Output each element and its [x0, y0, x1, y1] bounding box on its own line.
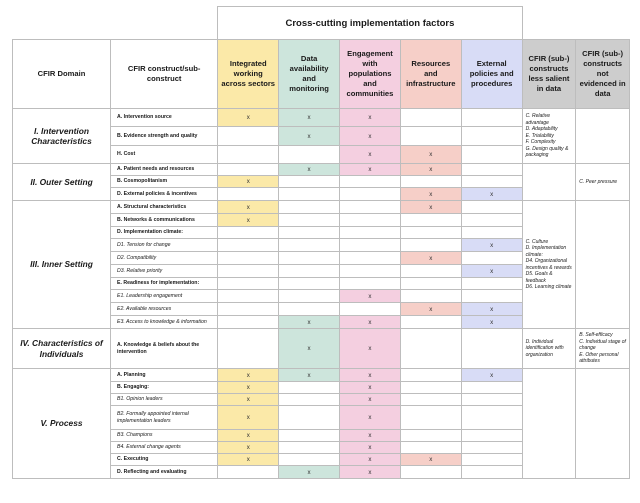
empty-engagement: [340, 201, 401, 214]
empty-engagement: [340, 239, 401, 252]
empty-resources: [400, 214, 461, 227]
empty-engagement: [340, 303, 401, 316]
mark-integrated: x: [218, 201, 279, 214]
table-row: [13, 164, 630, 176]
mark-engagement: x: [340, 454, 401, 466]
mark-data: x: [279, 316, 340, 329]
empty-data: [279, 188, 340, 201]
empty-engagement: [340, 252, 401, 265]
construct-cell: D2. Compatibility: [111, 252, 218, 265]
empty-integrated: [218, 127, 279, 146]
empty-external: [461, 176, 522, 188]
construct-cell: E2. Available resources: [111, 303, 218, 316]
mark-resources: x: [400, 454, 461, 466]
construct-cell: B. Networks & communications: [111, 214, 218, 227]
empty-external: [461, 252, 522, 265]
mark-resources: x: [400, 252, 461, 265]
empty-integrated: [218, 278, 279, 290]
mark-engagement: x: [340, 394, 401, 406]
empty-resources: [400, 127, 461, 146]
cfir-table: [12, 6, 630, 479]
construct-cell: B. Cosmopolitanism: [111, 176, 218, 188]
construct-cell: C. Executing: [111, 454, 218, 466]
mark-engagement: x: [340, 127, 401, 146]
empty-resources: [400, 406, 461, 430]
empty-data: [279, 214, 340, 227]
mark-integrated: x: [218, 394, 279, 406]
mark-engagement: x: [340, 164, 401, 176]
construct-cell: B2. Formally appointed internal implementation leaders: [111, 406, 218, 430]
empty-data: [279, 394, 340, 406]
empty-external: [461, 109, 522, 127]
mark-integrated: x: [218, 430, 279, 442]
empty-data: [279, 382, 340, 394]
domain-cell: III. Inner Setting: [13, 201, 111, 329]
not-evidenced-cell: B. Self-efficacy C. Individual stage of change E. Other personal attributes: [576, 329, 630, 369]
blank-corner-right: [522, 7, 629, 40]
mark-resources: x: [400, 188, 461, 201]
construct-cell: D. Implementation climate:: [111, 227, 218, 239]
mark-engagement: x: [340, 406, 401, 430]
empty-integrated: [218, 227, 279, 239]
empty-integrated: [218, 303, 279, 316]
construct-cell: A. Intervention source: [111, 109, 218, 127]
empty-data: [279, 252, 340, 265]
empty-integrated: [218, 265, 279, 278]
empty-external: [461, 394, 522, 406]
empty-resources: [400, 109, 461, 127]
domain-cell: V. Process: [13, 369, 111, 479]
empty-data: [279, 430, 340, 442]
mark-integrated: x: [218, 214, 279, 227]
mark-data: x: [279, 329, 340, 369]
mark-engagement: x: [340, 442, 401, 454]
header-data-availability: Data availability and monitoring: [279, 40, 340, 109]
mark-data: x: [279, 164, 340, 176]
empty-integrated: [218, 188, 279, 201]
mark-data: x: [279, 369, 340, 382]
mark-external: x: [461, 188, 522, 201]
empty-data: [279, 239, 340, 252]
mark-data: x: [279, 466, 340, 479]
mark-engagement: x: [340, 290, 401, 303]
construct-cell: E. Readiness for implementation:: [111, 278, 218, 290]
empty-external: [461, 214, 522, 227]
header-less-salient: CFIR (sub-) constructs less salient in data: [522, 40, 576, 109]
header-construct: CFIR construct/sub-construct: [111, 40, 218, 109]
construct-cell: D. External policies & incentives: [111, 188, 218, 201]
mark-integrated: x: [218, 109, 279, 127]
empty-integrated: [218, 316, 279, 329]
less-salient-cell: C. Relative advantage D. Adaptability E. Trialability F. Complexity G. Design quality & packaging: [522, 109, 576, 164]
less-salient-cell: [522, 369, 576, 479]
mark-data: x: [279, 109, 340, 127]
empty-external: [461, 430, 522, 442]
empty-integrated: [218, 146, 279, 164]
empty-resources: [400, 176, 461, 188]
mark-integrated: x: [218, 406, 279, 430]
empty-integrated: [218, 329, 279, 369]
empty-external: [461, 201, 522, 214]
empty-resources: [400, 227, 461, 239]
mark-resources: x: [400, 201, 461, 214]
blank-corner: [13, 7, 218, 40]
mark-external: x: [461, 265, 522, 278]
empty-data: [279, 454, 340, 466]
mark-integrated: x: [218, 454, 279, 466]
header-resources: Resources and infrastructure: [400, 40, 461, 109]
empty-data: [279, 176, 340, 188]
empty-external: [461, 466, 522, 479]
construct-cell: B3. Champions: [111, 430, 218, 442]
empty-resources: [400, 382, 461, 394]
header-integrated-working: Integrated working across sectors: [218, 40, 279, 109]
header-domain: CFIR Domain: [13, 40, 111, 109]
not-evidenced-cell: C. Peer pressure: [576, 164, 630, 201]
empty-external: [461, 329, 522, 369]
table-row: [13, 201, 630, 214]
empty-data: [279, 303, 340, 316]
table-body: [13, 109, 630, 479]
construct-cell: D. Reflecting and evaluating: [111, 466, 218, 479]
mark-external: x: [461, 369, 522, 382]
not-evidenced-cell: [576, 201, 630, 329]
empty-engagement: [340, 278, 401, 290]
empty-resources: [400, 329, 461, 369]
mark-resources: x: [400, 303, 461, 316]
empty-resources: [400, 239, 461, 252]
empty-resources: [400, 369, 461, 382]
mark-data: x: [279, 127, 340, 146]
empty-data: [279, 146, 340, 164]
empty-data: [279, 442, 340, 454]
construct-cell: D1. Tension for change: [111, 239, 218, 252]
construct-cell: B4. External change agents: [111, 442, 218, 454]
empty-integrated: [218, 239, 279, 252]
table-row: [13, 109, 630, 127]
empty-integrated: [218, 290, 279, 303]
empty-data: [279, 406, 340, 430]
header-not-evidenced: CFIR (sub-) constructs not evidenced in data: [576, 40, 630, 109]
empty-external: [461, 127, 522, 146]
empty-engagement: [340, 227, 401, 239]
not-evidenced-cell: [576, 109, 630, 164]
mark-integrated: x: [218, 176, 279, 188]
mark-external: x: [461, 239, 522, 252]
empty-external: [461, 278, 522, 290]
construct-cell: E3. Access to knowledge & information: [111, 316, 218, 329]
construct-cell: B. Engaging:: [111, 382, 218, 394]
mark-engagement: x: [340, 109, 401, 127]
empty-external: [461, 382, 522, 394]
empty-resources: [400, 316, 461, 329]
empty-integrated: [218, 252, 279, 265]
construct-cell: H. Cost: [111, 146, 218, 164]
construct-cell: B1. Opinion leaders: [111, 394, 218, 406]
mark-external: x: [461, 316, 522, 329]
domain-cell: II. Outer Setting: [13, 164, 111, 201]
empty-engagement: [340, 214, 401, 227]
empty-resources: [400, 466, 461, 479]
mark-integrated: x: [218, 382, 279, 394]
empty-external: [461, 454, 522, 466]
empty-resources: [400, 394, 461, 406]
mark-engagement: x: [340, 329, 401, 369]
empty-integrated: [218, 466, 279, 479]
empty-external: [461, 164, 522, 176]
empty-data: [279, 278, 340, 290]
construct-cell: E1. Leadership engagement: [111, 290, 218, 303]
empty-external: [461, 146, 522, 164]
domain-cell: I. Intervention Characteristics: [13, 109, 111, 164]
empty-resources: [400, 442, 461, 454]
mark-engagement: x: [340, 146, 401, 164]
empty-engagement: [340, 265, 401, 278]
empty-engagement: [340, 188, 401, 201]
construct-cell: A. Structural characteristics: [111, 201, 218, 214]
mark-engagement: x: [340, 430, 401, 442]
table-area: [12, 6, 630, 479]
header-external-policies: External policies and procedures: [461, 40, 522, 109]
mark-integrated: x: [218, 369, 279, 382]
empty-external: [461, 406, 522, 430]
empty-data: [279, 227, 340, 239]
empty-resources: [400, 278, 461, 290]
mark-external: x: [461, 303, 522, 316]
empty-data: [279, 201, 340, 214]
empty-resources: [400, 430, 461, 442]
construct-cell: B. Evidence strength and quality: [111, 127, 218, 146]
cross-cutting-title: Cross-cutting implementation factors: [218, 7, 522, 40]
not-evidenced-cell: [576, 369, 630, 479]
construct-cell: A. Knowledge & beliefs about the intervention: [111, 329, 218, 369]
mark-integrated: x: [218, 442, 279, 454]
table-row: [13, 329, 630, 369]
mark-resources: x: [400, 146, 461, 164]
less-salient-cell: D. Individual identification with organization: [522, 329, 576, 369]
empty-resources: [400, 290, 461, 303]
mark-engagement: x: [340, 369, 401, 382]
empty-external: [461, 227, 522, 239]
empty-data: [279, 290, 340, 303]
empty-resources: [400, 265, 461, 278]
table-row: [13, 369, 630, 382]
empty-data: [279, 265, 340, 278]
mark-engagement: x: [340, 382, 401, 394]
domain-cell: IV. Characteristics of Individuals: [13, 329, 111, 369]
construct-cell: A. Patient needs and resources: [111, 164, 218, 176]
construct-cell: A. Planning: [111, 369, 218, 382]
empty-engagement: [340, 176, 401, 188]
mark-engagement: x: [340, 466, 401, 479]
mark-engagement: x: [340, 316, 401, 329]
mark-resources: x: [400, 164, 461, 176]
empty-external: [461, 290, 522, 303]
less-salient-cell: C. Culture D. Implementation climate: D4. Organizational incentives & rewards D5. Goals & feedback D6. Learning climate: [522, 201, 576, 329]
construct-cell: D3. Relative priority: [111, 265, 218, 278]
empty-integrated: [218, 164, 279, 176]
empty-external: [461, 442, 522, 454]
less-salient-cell: [522, 164, 576, 201]
header-engagement: Engagement with populations and communities: [340, 40, 401, 109]
